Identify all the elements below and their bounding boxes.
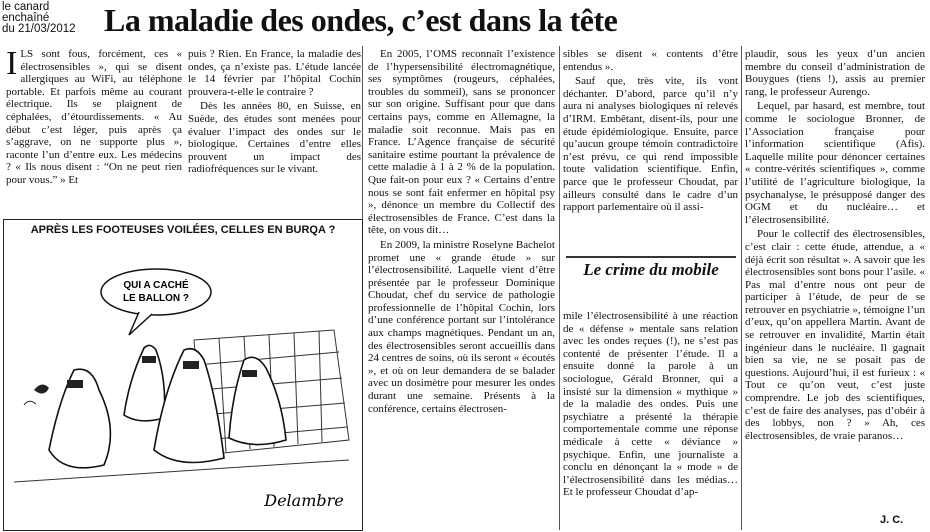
column-4-paragraph-1: sibles se disent « contents d’être entendus ». — [563, 48, 738, 73]
source-line-3: du 21/03/2012 — [2, 23, 76, 35]
column-1-text: LS sont fous, forcément, ces « électrosensibles », qui se disent allergiques au WiFi, au téléphone portable. Et parfois même au courant électrique. Ils se plaignent de céphalées, d’étourdissements. « Au début c’est léger, puis après ça s’aggrave, on ne supporte plus », raconte l’un d’entre eux. Les médecins ? « Ils nous disent : “On ne peut rien pour vous.” » Et — [6, 48, 182, 186]
bird-icon — [24, 401, 36, 405]
speech-bubble-line-2: LE BALLON ? — [122, 293, 190, 304]
speech-bubble-tail — [129, 312, 152, 335]
column-2 — [188, 48, 361, 178]
column-3-paragraph-1: En 2005, l’OMS reconnaît l’existence de l’hypersensibilité électromagnétique, ses symptômes (rougeurs, céphalées, troubles du sommeil), sans se prononcer sur son origine. Suffisant pour que dans certains pays, comme en Allemagne, la maladie soit reconnue. Mais pas en France. L’Agence française de sécurité sanitaire estime pourtant la prévalence de cette maladie à 1 à 2 % de la population. Que fait-on pour eux ? « Certains d’entre nous se sont fait enfermer en hôpital psy », dénonce un membre du Collectif des électrosensibles de France. C’est dans la tête, on vous dit… — [368, 48, 555, 237]
column-4-continued — [563, 310, 738, 501]
subhead: Le crime du mobile — [566, 256, 736, 280]
column-3-paragraph-2: En 2009, la ministre Roselyne Bachelot promet une « grande étude » sur l’électrosensibilité. Laquelle vient d’être présentée par le professeur Dominique Choudat, chef du service de pathologie professionnelle de l’hôpital Cochin, lors d’une conférence portant sur l’intolérance aux champs magnétiques. Pendant un an, des électrosensibles seront accueillis dans 24 centres de soins, où ils seront « écoutés », et où on leur demandera de se balader avec un dosimètre pour mesurer les ondes durant une semaine. Présents à la conférence, certains électrosen- — [368, 238, 555, 415]
column-3 — [368, 48, 555, 417]
source-line-2: enchaîné — [2, 12, 50, 24]
source-line-1: le canard — [2, 1, 50, 13]
column-5-paragraph-1: plaudir, sous les yeux d’un ancien membre du conseil d’administration de Bouygues (tiens !), assis au premier rang, le professeur Aurengo. — [745, 48, 925, 98]
speech-bubble-line-1: QUI A CACHÉ — [123, 280, 189, 291]
column-5-paragraph-3: Pour le collectif des électrosensibles, c’est clair : cette étude, attendue, a « déjà écrit son résultat ». A savoir que les électrosensibles sont bons pour l’asile. « Pas mal d’entre nous ont peur de participer à l’étude, de peur de se retrouver en psychiatrie », témoigne l’un d’eux, qu’on appellera Martin. Avant de se retrouver en invalidité, Martin était ingénieur dans le nucléaire. Il gagnait bien sa vie, ne se posait pas de questions. Aujourd’hui, il est furieux : « Tout ce qu’on veut, c’est juste comprendre. Le job des scientifiques, c’est de faire des analyses, pas d’obéir à des lobbys, non ? » Ah, ces électrosensibles, de vraie paranos… — [745, 228, 925, 442]
author-signature: J. C. — [880, 514, 904, 526]
burqa-figures — [49, 345, 286, 467]
headline: La maladie des ondes, c’est dans la tête — [104, 2, 618, 38]
column-4-paragraph-3: mile l’électrosensibilité à une réaction de « défense » mentale sans relation avec les ondes reçues (!), ne s’est pas contenté de présenter l’étude. Il a ensuite donné la parole à un sociologue, Gérald Bronner, qui a insisté sur la dimension « mythique » de la maladie des ondes. Puis une psychiatre a présenté la thérapie comportementale comme une réponse médicale à cette « déviance » psychique. Enfin, une journaliste a conclu en dénonçant la « mode » de l’électrosensibilité dans les médias… Et le professeur Choudat d’ap- — [563, 310, 738, 499]
source-label — [2, 2, 76, 35]
cartoon — [3, 219, 363, 531]
column-1-paragraph — [6, 45, 182, 187]
column-rule — [559, 46, 560, 530]
drop-cap: I — [6, 45, 18, 82]
column-5 — [745, 48, 925, 444]
column-4-paragraph-2: Sauf que, très vite, ils vont déchanter. D’abord, parce qu’il n’y aura ni analyses biologiques ni relevés d’IRM. Embêtant, disent-ils, pour une étude épidémiologique. Ensuite, parce qu’aucun groupe témoin contradictoire n’est prévu, ce qui rend impossible toute validation scientifique. Enfin, parce que le professeur Choudat, par ailleurs consulté dans le cadre d’un rapport parlementaire où il assi- — [563, 75, 738, 214]
cartoon-drawing — [4, 220, 362, 530]
cartoon-caption: APRÈS LES FOOTEUSES VOILÉES, CELLES EN BURQA ? — [30, 224, 336, 236]
column-5-paragraph-2: Lequel, par hasard, est membre, tout comme le sociologue Bronner, de l’Association française pour l’information scientifique (Afis). Laquelle milite pour dénoncer certaines « contre-vérités scientifiques », comme l’utilité de l’agriculture biologique, la psychanalyse, le présupposé danger des OGM et du nucléaire… et l’électrosensibilité. — [745, 100, 925, 226]
speech-bubble — [101, 269, 211, 315]
column-2-paragraph-2: Dès les années 80, en Suisse, en Suède, des études sont menées pour évaluer l’impact des ondes sur le biologique. Certaines d’entre elles prouvent un impact des radiofréquences sur le vivant. — [188, 100, 361, 176]
column-2-paragraph-1: puis ? Rien. En France, la maladie des ondes, ça n’existe pas. L’étude lancée le 14 février par l’hôpital Cochin prouvera-t-elle le contraire ? — [188, 48, 361, 98]
column-rule — [741, 46, 742, 530]
cartoon-artist: Delambre — [264, 491, 344, 510]
column-4 — [563, 48, 738, 216]
column-1 — [6, 45, 182, 189]
bird-icon — [34, 384, 49, 393]
